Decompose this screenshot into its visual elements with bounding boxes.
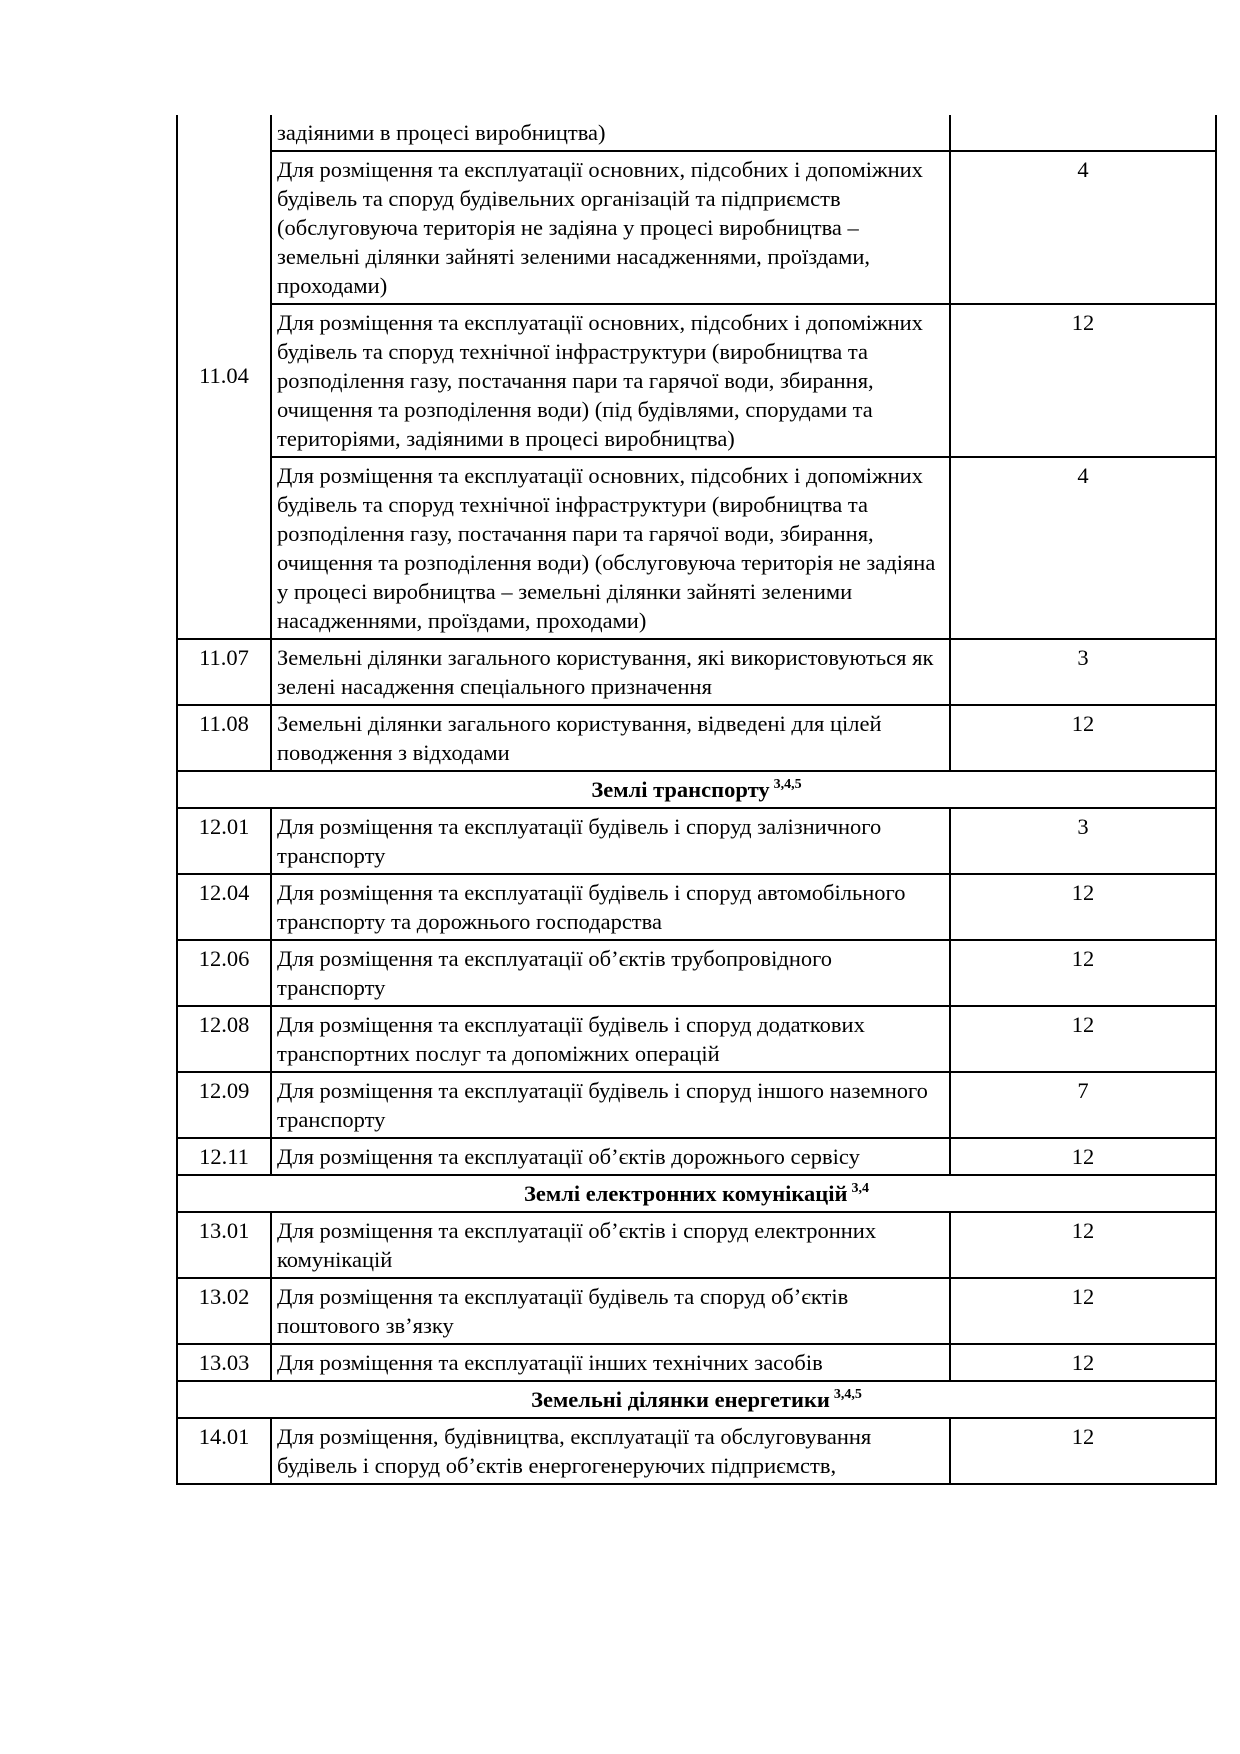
description-cell: Для розміщення та експлуатації об’єктів і споруд електронних комунікацій (271, 1212, 950, 1278)
section-header-row (177, 1175, 1216, 1212)
section-title: Землі транспорту (591, 777, 770, 802)
value-cell: 7 (950, 1072, 1216, 1138)
code-cell: 11.08 (177, 705, 271, 771)
description-cell: Для розміщення та експлуатації будівель і споруд автомобільного транспорту та дорожнього господарства (271, 874, 950, 940)
table-row (177, 705, 1216, 771)
section-header-row (177, 771, 1216, 808)
code-cell: 14.01 (177, 1418, 271, 1484)
code-cell: 12.06 (177, 940, 271, 1006)
description-cell: задіяними в процесі виробництва) (271, 115, 950, 151)
code-cell: 12.04 (177, 874, 271, 940)
description-cell: Земельні ділянки загального користування, відведені для цілей поводження з відходами (271, 705, 950, 771)
section-heading-energy (177, 1381, 1216, 1418)
table-row (177, 457, 1216, 639)
code-cell: 13.03 (177, 1344, 271, 1381)
description-cell: Для розміщення та експлуатації основних, підсобних і допоміжних будівель та споруд будівельних організацій та підприємств (обслуговуюча територія не задіяна у процесі виробництва – земельні ділянки зайняті зеленими насадженнями, проїздами, проходами) (271, 151, 950, 304)
description-cell: Для розміщення та експлуатації об’єктів трубопровідного транспорту (271, 940, 950, 1006)
value-cell: 12 (950, 1344, 1216, 1381)
section-footnote-ref: 3,4 (851, 1181, 869, 1196)
section-title: Землі електронних комунікацій (524, 1181, 848, 1206)
value-cell: 12 (950, 874, 1216, 940)
table-row (177, 1072, 1216, 1138)
table-row (177, 1418, 1216, 1484)
land-use-table (176, 115, 1217, 1485)
table-row (177, 1212, 1216, 1278)
section-title: Земельні ділянки енергетики (531, 1387, 830, 1412)
section-footnote-ref: 3,4,5 (833, 1387, 862, 1402)
table-row (177, 304, 1216, 457)
table-row (177, 940, 1216, 1006)
code-cell: 13.01 (177, 1212, 271, 1278)
value-cell: 12 (950, 1006, 1216, 1072)
value-cell: 12 (950, 1418, 1216, 1484)
table-row (177, 639, 1216, 705)
value-cell: 12 (950, 1278, 1216, 1344)
table-row (177, 115, 1216, 151)
value-cell: 3 (950, 639, 1216, 705)
description-cell: Для розміщення, будівництва, експлуатації та обслуговування будівель і споруд об’єктів енергогенеруючих підприємств, (271, 1418, 950, 1484)
description-cell: Для розміщення та експлуатації будівель та споруд об’єктів поштового зв’язку (271, 1278, 950, 1344)
section-footnote-ref: 3,4,5 (773, 777, 802, 792)
code-cell: 13.02 (177, 1278, 271, 1344)
table-row (177, 151, 1216, 304)
value-cell: 4 (950, 457, 1216, 639)
description-cell: Земельні ділянки загального користування, які використовуються як зелені насадження спеціального призначення (271, 639, 950, 705)
description-cell: Для розміщення та експлуатації будівель і споруд додаткових транспортних послуг та допоміжних операцій (271, 1006, 950, 1072)
code-cell: 12.11 (177, 1138, 271, 1175)
value-cell: 12 (950, 1138, 1216, 1175)
description-cell: Для розміщення та експлуатації основних, підсобних і допоміжних будівель та споруд технічної інфраструктури (виробництва та розподілення газу, постачання пари та гарячої води, збирання, очищення та розподілення води) (обслуговуюча територія не задіяна у процесі виробництва – земельні ділянки зайняті зеленими насадженнями, проїздами, проходами) (271, 457, 950, 639)
code-cell: 12.01 (177, 808, 271, 874)
description-cell: Для розміщення та експлуатації будівель і споруд іншого наземного транспорту (271, 1072, 950, 1138)
table-row (177, 1344, 1216, 1381)
section-header-row (177, 1381, 1216, 1418)
table-row (177, 1138, 1216, 1175)
code-cell: 11.04 (177, 115, 271, 639)
code-cell: 12.08 (177, 1006, 271, 1072)
value-cell: 4 (950, 151, 1216, 304)
section-heading-transport (177, 771, 1216, 808)
value-cell: 12 (950, 304, 1216, 457)
description-cell: Для розміщення та експлуатації будівель і споруд залізничного транспорту (271, 808, 950, 874)
description-cell: Для розміщення та експлуатації інших технічних засобів (271, 1344, 950, 1381)
value-cell: 12 (950, 705, 1216, 771)
table-row (177, 808, 1216, 874)
description-cell: Для розміщення та експлуатації основних, підсобних і допоміжних будівель та споруд технічної інфраструктури (виробництва та розподілення газу, постачання пари та гарячої води, збирання, очищення та розподілення води) (під будівлями, спорудами та територіями, задіяними в процесі виробництва) (271, 304, 950, 457)
code-cell: 11.07 (177, 639, 271, 705)
value-cell: 3 (950, 808, 1216, 874)
value-cell: 12 (950, 1212, 1216, 1278)
table-row (177, 1006, 1216, 1072)
code-cell: 12.09 (177, 1072, 271, 1138)
description-cell: Для розміщення та експлуатації об’єктів дорожнього сервісу (271, 1138, 950, 1175)
table-row (177, 874, 1216, 940)
value-cell (950, 115, 1216, 151)
value-cell: 12 (950, 940, 1216, 1006)
table-row (177, 1278, 1216, 1344)
section-heading-telecom (177, 1175, 1216, 1212)
